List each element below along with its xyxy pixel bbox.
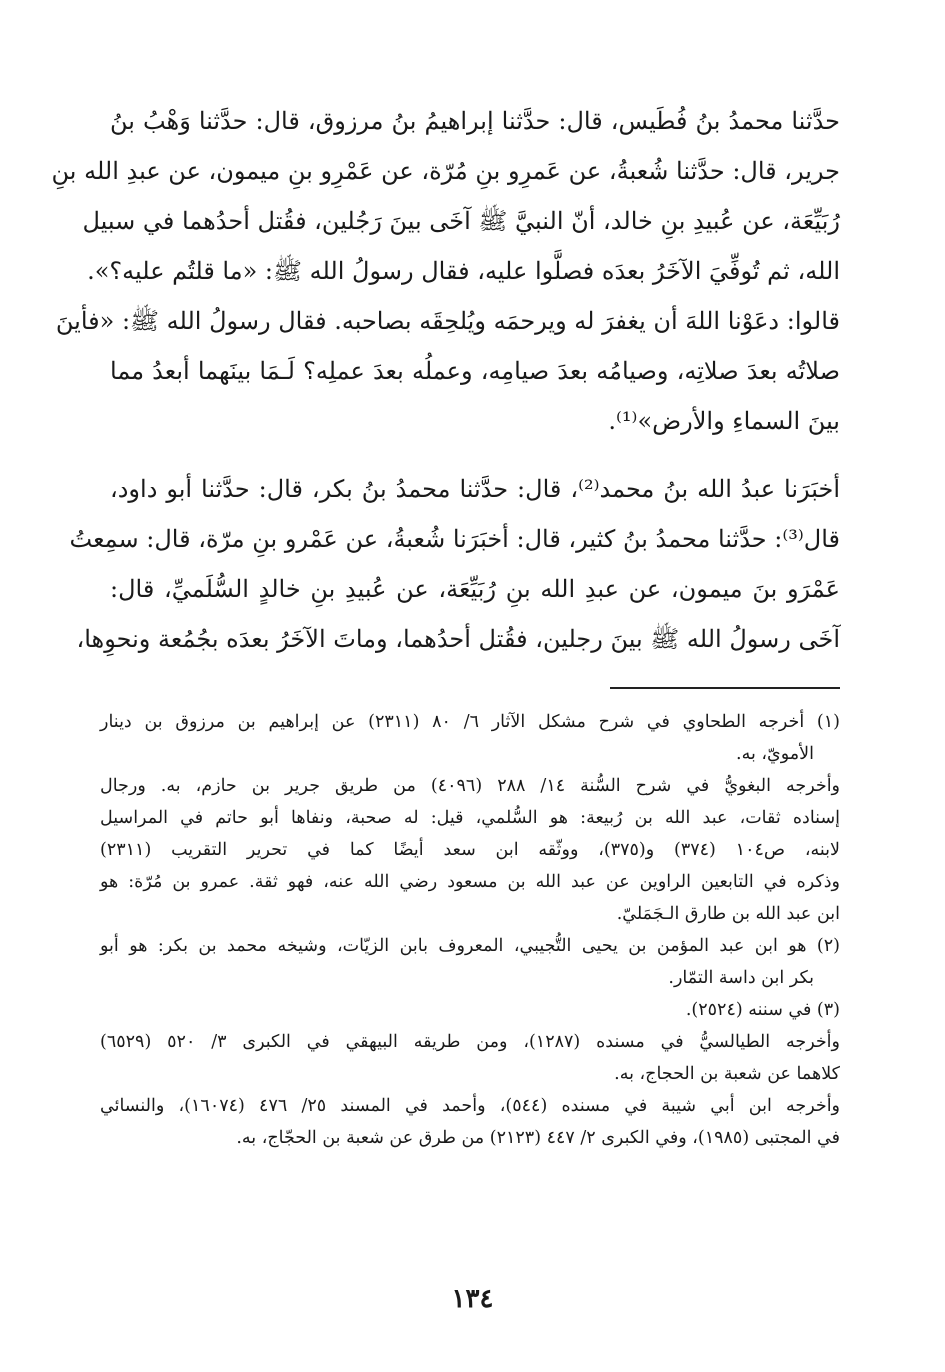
- footnote-line: إسناده ثقات، عبد الله بن رُبيعة: هو السُّلمي، قيل: له صحبة، ونفاها أبو حاتم في المراسيل: [100, 808, 840, 828]
- footnote-line: بكر ابن داسة التمّار.: [668, 968, 814, 988]
- text-line: آخَى رسولُ الله ﷺ بينَ رجلين، فقُتل أحدُهما، وماتَ الآخَرُ بعدَه بجُمُعة ونحوِها،: [76, 625, 840, 653]
- paragraph-1: [51, 96, 840, 446]
- text-line: رُبَيِّعَة، عن عُبيدِ بنِ خالد، أنّ النبيَّ ﷺ آخَى بينَ رَجُلين، فقُتل أحدُهما في سبيل: [82, 207, 840, 235]
- footnote-line: ابن عبد الله بن طارق الـجَمَليّ.: [616, 904, 840, 924]
- footnote-line: (٣) في سننه (٢٥٢٤).: [685, 1000, 840, 1020]
- footnote-line: وأخرجه البغويُّ في شرح السُّنة ١٤/ ٢٨٨ (٤٠٩٦) من طريق جرير بن حازم، به. ورجال: [100, 776, 841, 796]
- text-line: صلاتُه بعدَ صلاتِه، وصيامُه بعدَ صيامِه، وعملُه بعدَ عملِه؟ لَـمَا بينَهما أبعدُ مما: [110, 357, 840, 385]
- text-line: قال⁽³⁾: حدَّثنا محمدُ بنُ كثير، قال: أخبَرَنا شُعبةُ، عن عَمْرو بنِ مرّة، قال: سمِعتُ: [69, 525, 840, 553]
- text-line: جرير، قال: حدَّثنا شُعبةُ، عن عَمرِو بنِ مُرّة، عن عَمْرِو بنِ ميمون، عن عبدِ الله بنِ: [51, 157, 840, 185]
- footnote-line: الأمويّ، به.: [736, 744, 814, 764]
- text-line: عَمْرَو بنَ ميمون، عن عبدِ الله بنِ رُبَيِّعَة، عن عُبيدِ بنِ خالدٍ السُّلَميِّ، قال:: [110, 575, 840, 603]
- main-text: [51, 96, 840, 664]
- text-line: بينَ السماءِ والأرض»⁽¹⁾.: [608, 407, 840, 435]
- text-line: الله، ثم تُوفِّيَ الآخَرُ بعدَه فصلَّوا عليه، فقال رسولُ الله ﷺ: «ما قلتُم عليه؟».: [87, 257, 840, 285]
- footnote-divider: [610, 687, 840, 689]
- footnote-line: في المجتبى (١٩٨٥)، وفي الكبرى ٢/ ٤٤٧ (٢١٢٣) من طرق عن شعبة بن الحجّاج، به.: [236, 1128, 840, 1148]
- footnote-line: لابنه، ص١٠٤ (٣٧٤) و(٣٧٥)، ووثّقه ابن سعد أيضًا كما في تحرير التقريب (٢٣١١): [100, 840, 840, 860]
- paragraph-gap: [110, 446, 840, 464]
- text-line: حدَّثنا محمدُ بنُ فُطَيس، قال: حدَّثنا إبراهيمُ بنُ مرزوق، قال: حدَّثنا وَهْبُ بنُ: [110, 107, 840, 135]
- footnote-line: (٢) هو ابن عبد المؤمن بن يحيى التُّجيبي، المعروف بابن الزيّات، وشيخه محمد بن بكر: هو أبو: [100, 936, 840, 956]
- paragraph-2: [69, 464, 840, 664]
- footnote-line: كلاهما عن شعبة بن الحجاج، به.: [614, 1064, 840, 1084]
- text-line: قالوا: دعَوْنا اللهَ أن يغفرَ له ويرحمَه ويُلحِقَه بصاحبه. فقال رسولُ الله ﷺ: «فأينَ: [55, 307, 840, 335]
- footnotes: [100, 706, 840, 1154]
- footnote-line: وأخرجه الطيالسيُّ في مسنده (١٢٨٧)، ومن طريقه البيهقي في الكبرى ٣/ ٥٢٠ (٦٥٢٩): [100, 1032, 840, 1052]
- footnote-line: (١) أخرجه الطحاوي في شرح مشكل الآثار ٦/ ٨٠ (٢٣١١) عن إبراهيم بن مرزوق بن دينار: [100, 712, 840, 732]
- text-line: أخبَرَنا عبدُ الله بنُ محمد⁽²⁾، قال: حدَّثنا محمدُ بنُ بكر، قال: حدَّثنا أبو داود،: [110, 475, 840, 503]
- footnote-line: وأخرجه ابن أبي شيبة في مسنده (٥٤٤)، وأحمد في المسند ٢٥/ ٤٧٦ (١٦٠٧٤)، والنسائي: [100, 1096, 841, 1116]
- page-number: ١٣٤: [451, 1284, 494, 1314]
- footnote-line: وذكره في التابعين الراوين عن عبد الله بن مسعود رضي الله عنه، فهو ثقة. عمرو بن مُرّة: هو: [100, 872, 840, 892]
